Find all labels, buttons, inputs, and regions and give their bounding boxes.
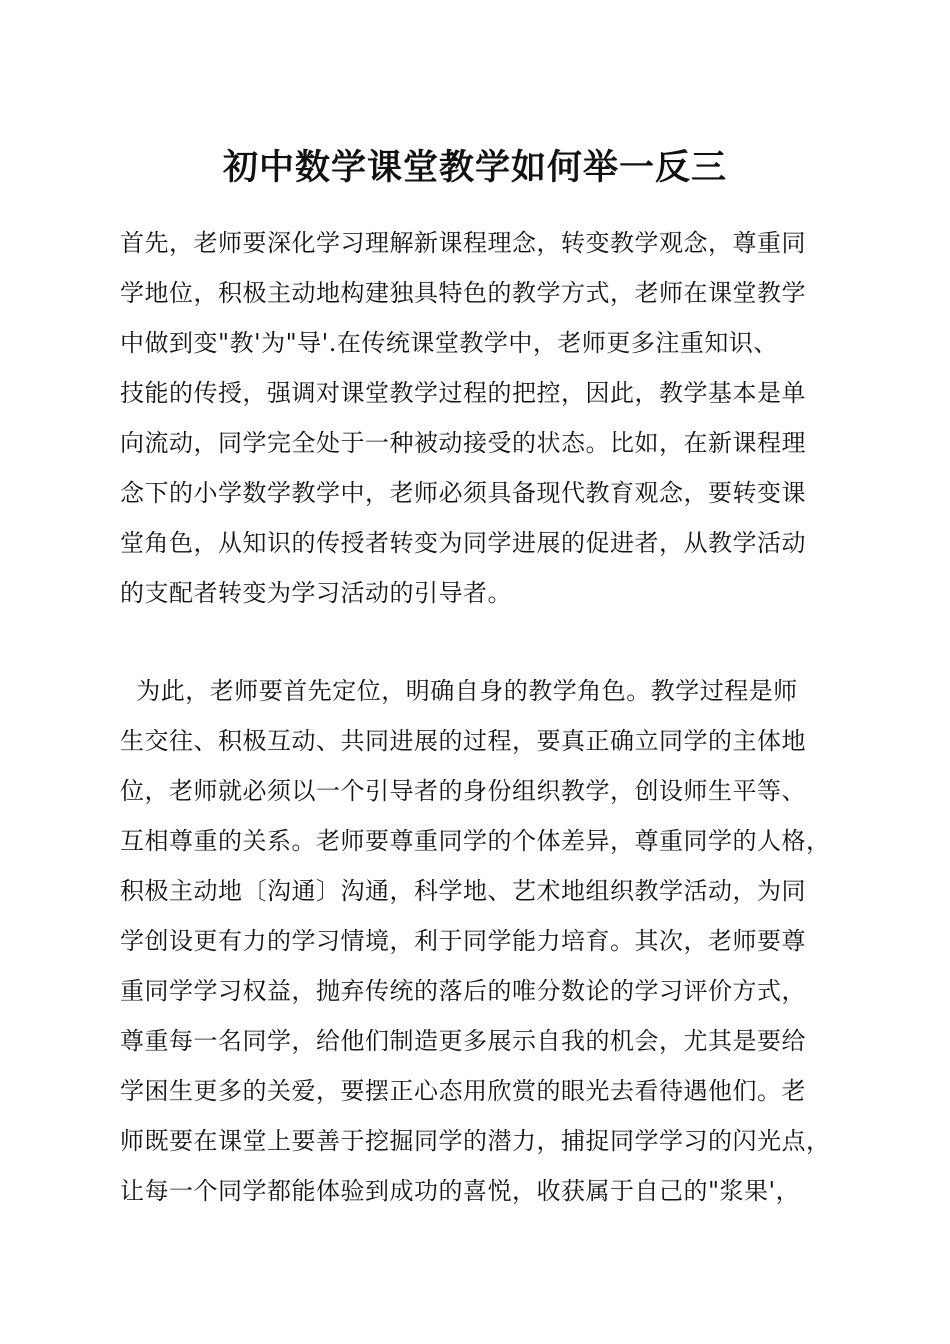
paragraph-line: 师既要在课堂上要善于挖掘同学的潜力，捕捉同学学习的闪光点， — [120, 1127, 831, 1155]
paragraph-line: 积极主动地〔沟通〕沟通，科学地、艺术地组织教学活动，为同 — [120, 877, 806, 905]
paragraph-line: 位，老师就必须以一个引导者的身份组织教学，创设师生平等、 — [120, 777, 806, 805]
paragraph-1 — [120, 218, 850, 618]
paragraph-line: 堂角色，从知识的传授者转变为同学进展的促进者，从教学活动 — [120, 529, 806, 557]
paragraph-line: 的支配者转变为学习活动的引导者。 — [120, 579, 512, 607]
paragraph-line: 中做到变"教'为"导'.在传统课堂教学中，老师更多注重知识、 — [120, 329, 778, 357]
paragraph-line: 让每一个同学都能体验到成功的喜悦，收获属于自己的"浆果'， — [120, 1177, 801, 1205]
paragraph-line: 互相尊重的关系。老师要尊重同学的个体差异，尊重同学的人格， — [120, 827, 831, 855]
paragraph-line: 学创设更有力的学习情境，利于同学能力培育。其次，老师要尊 — [120, 927, 806, 955]
paragraph-line: 尊重每一名同学，给他们制造更多展示自我的机会，尤其是要给 — [120, 1027, 806, 1055]
paragraph-line: 向流动，同学完全处于一种被动接受的状态。比如，在新课程理 — [120, 429, 806, 457]
paragraph-2 — [120, 666, 850, 1216]
paragraph-line: 技能的传授，强调对课堂教学过程的把控，因此，教学基本是单 — [120, 379, 806, 407]
document-title: 初中数学课堂教学如何举一反三 — [222, 147, 727, 188]
paragraph-line: 念下的小学数学教学中，老师必须具备现代教育观念，要转变课 — [120, 479, 806, 507]
paragraph-line: 为此，老师要首先定位，明确自身的教学角色。教学过程是师 — [120, 677, 798, 705]
paragraph-line: 学地位，积极主动地构建独具特色的教学方式，老师在课堂教学 — [120, 279, 806, 307]
paragraph-line: 重同学学习权益，抛弃传统的落后的唯分数论的学习评价方式， — [120, 977, 806, 1005]
paragraph-line: 学困生更多的关爱，要摆正心态用欣赏的眼光去看待遇他们。老 — [120, 1077, 806, 1105]
paragraph-line: 生交往、积极互动、共同进展的过程，要真正确立同学的主体地 — [120, 727, 806, 755]
paragraph-line: 首先，老师要深化学习理解新课程理念，转变教学观念，尊重同 — [120, 229, 806, 257]
